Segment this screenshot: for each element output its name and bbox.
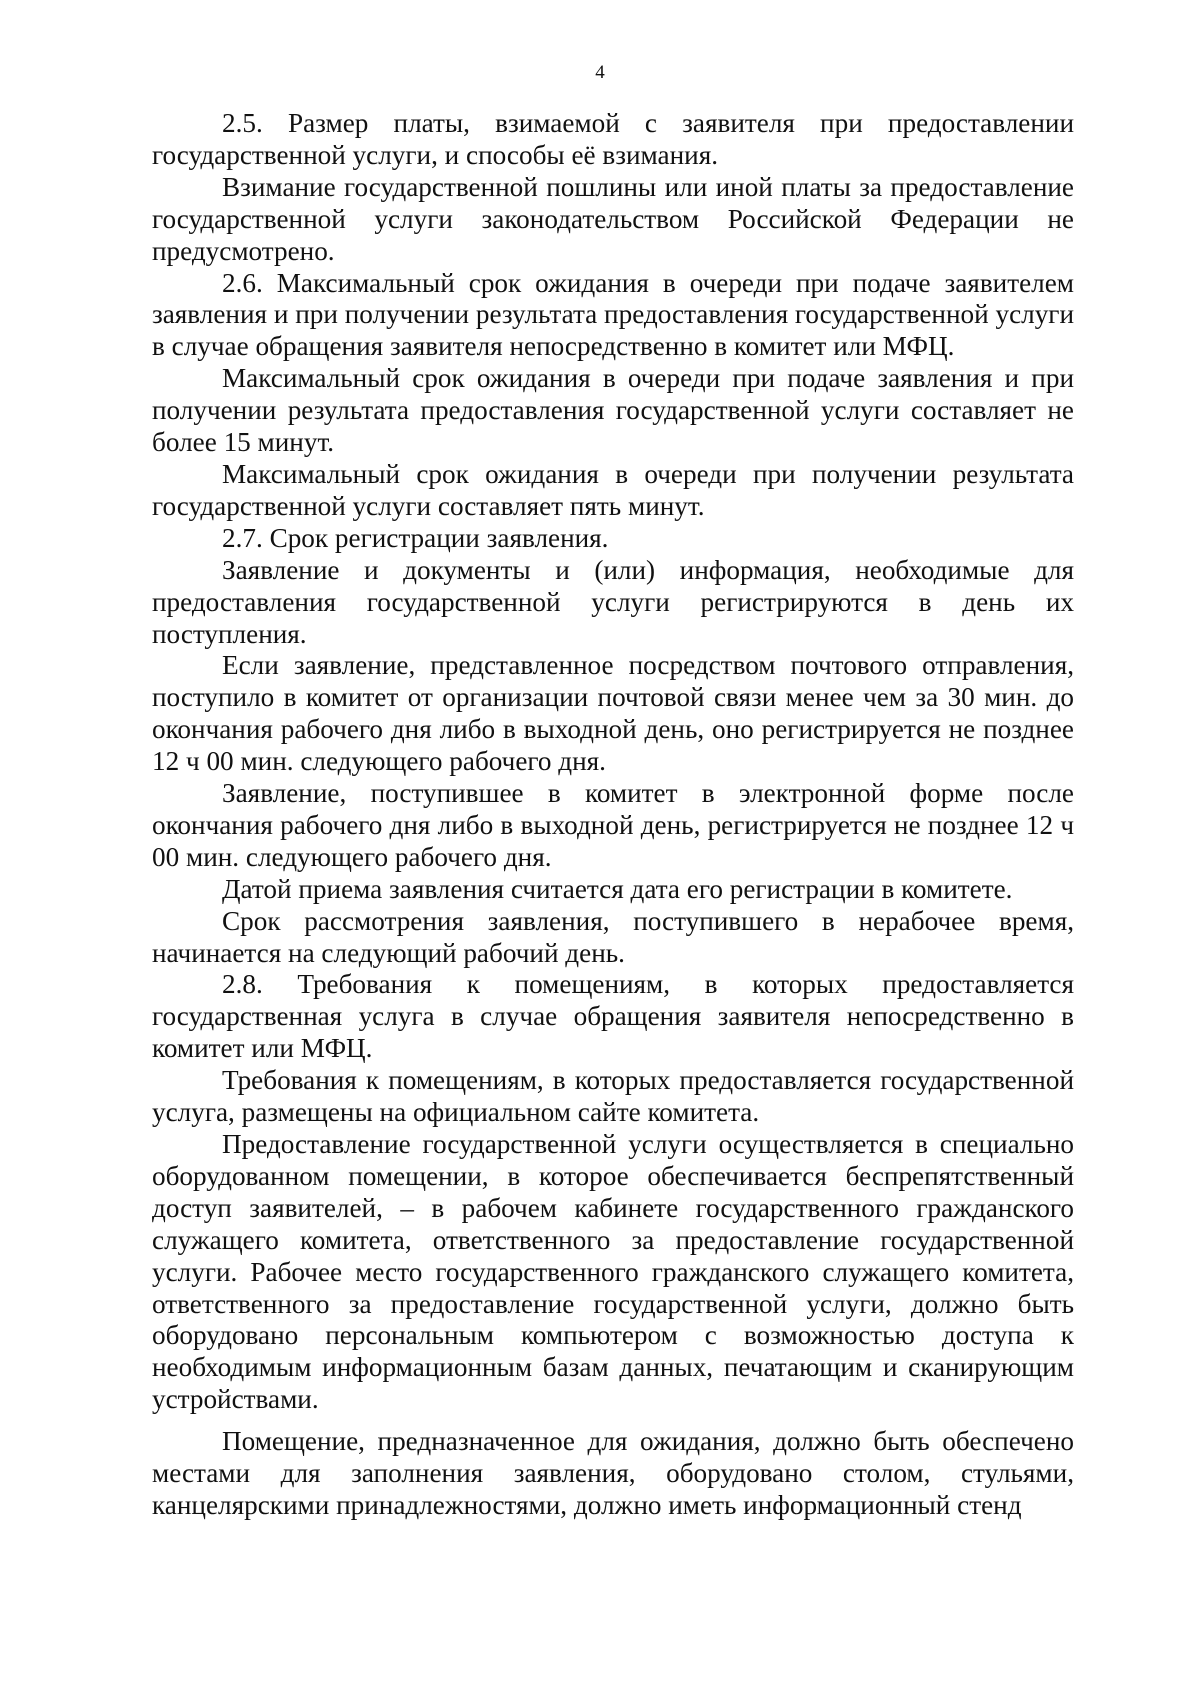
paragraph: Если заявление, представленное посредством почтового отправления, поступило в комитет от организации почтовой связи менее чем за 30 мин. до окончания рабочего дня либо в выходной день, оно регистрируется не позднее 12 ч 00 мин. следующего рабочего дня.	[152, 650, 1074, 777]
document-body	[152, 108, 1074, 1522]
paragraph: Срок рассмотрения заявления, поступившего в нерабочее время, начинается на следующий рабочий день.	[152, 905, 1074, 968]
paragraph: Взимание государственной пошлины или иной платы за предоставление государственной услуги законодательством Российской Федерации не предусмотрено.	[152, 171, 1074, 266]
paragraph: Помещение, предназначенное для ожидания, должно быть обеспечено местами для заполнения заявления, оборудовано столом, стульями, канцелярскими принадлежностями, должно иметь информационный стенд	[152, 1426, 1074, 1520]
page-number: 4	[595, 62, 605, 83]
paragraph: Максимальный срок ожидания в очереди при подаче заявления и при получении результата предоставления государственной услуги составляет не более 15 минут.	[152, 363, 1074, 458]
paragraph: Датой приема заявления считается дата его регистрации в комитете.	[222, 873, 1013, 904]
paragraph: Заявление и документы и (или) информация, необходимые для предоставления государственной услуги регистрируются в день их поступления.	[152, 554, 1074, 649]
paragraph: Максимальный срок ожидания в очереди при получении результата государственной услуги составляет пять минут.	[152, 458, 1074, 521]
paragraph-2-5-heading: 2.5. Размер платы, взимаемой с заявителя при предоставлении государственной услуги, и способы её взимания.	[152, 108, 1074, 170]
paragraph-2-6-heading: 2.6. Максимальный срок ожидания в очереди при подаче заявителем заявления и при получении результата предоставления государственной услуги в случае обращения заявителя непосредственно в комитет или МФЦ.	[152, 267, 1074, 362]
paragraph: Предоставление государственной услуги осуществляется в специально оборудованном помещении, в которое обеспечивается беспрепятственный доступ заявителей, – в рабочем кабинете государственного гражданского служащего комитета, ответственного за предоставление государственной услуги. Рабочее место государственного гражданского служащего комитета, ответственного за предоставление государственной услуги, должно быть оборудовано персональным компьютером с возможностью доступа к необходимым информационным базам данных, печатающим и сканирующим устройствами.	[152, 1129, 1074, 1415]
paragraph: Заявление, поступившее в комитет в электронной форме после окончания рабочего дня либо в выходной день, регистрируется не позднее 12 ч 00 мин. следующего рабочего дня.	[152, 778, 1074, 872]
paragraph-2-7-heading: 2.7. Срок регистрации заявления.	[222, 522, 609, 553]
paragraph: Требования к помещениям, в которых предоставляется государственной услуга, размещены на официальном сайте комитета.	[152, 1065, 1074, 1128]
paragraph-2-8-heading: 2.8. Требования к помещениям, в которых предоставляется государственная услуга в случае обращения заявителя непосредственно в комитет или МФЦ.	[152, 969, 1074, 1064]
